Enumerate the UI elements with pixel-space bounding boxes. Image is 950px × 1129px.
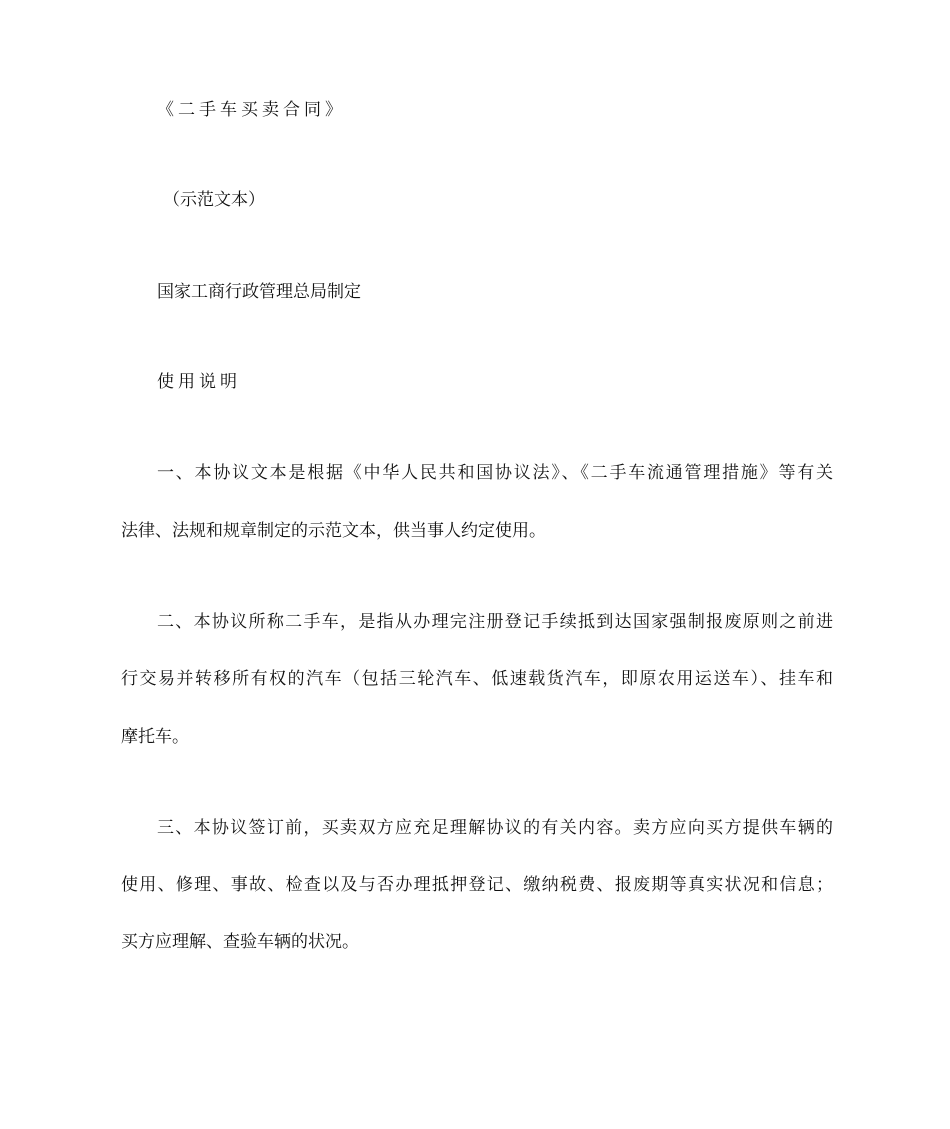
paragraph-2-line-3: 摩托车。 <box>121 727 189 747</box>
document-title: 《二手车买卖合同》 <box>157 100 346 120</box>
paragraph-1-line-1: 一、本协议文本是根据《中华人民共和国协议法》、《二手车流通管理措施》等有关 <box>157 463 833 483</box>
paragraph-2-line-1: 二、本协议所称二手车，是指从办理完注册登记手续抵到达国家强制报废原则之前进 <box>157 612 833 632</box>
paragraph-2-line-2: 行交易并转移所有权的汽车（包括三轮汽车、低速载货汽车，即原农用运送车）、挂车和 <box>121 669 833 689</box>
paragraph-1-line-2: 法律、法规和规章制定的示范文本，供当事人约定使用。 <box>121 521 546 541</box>
document-issuer: 国家工商行政管理总局制定 <box>157 282 361 302</box>
section-heading: 使用说明 <box>157 372 241 392</box>
paragraph-3-line-1: 三、本协议签订前，买卖双方应充足理解协议的有关内容。卖方应向买方提供车辆的 <box>157 818 833 838</box>
document-subtitle: （示范文本） <box>163 190 265 210</box>
paragraph-3-line-3: 买方应理解、查验车辆的状况。 <box>121 932 359 952</box>
paragraph-3-line-2: 使用、修理、事故、检查以及与否办理抵押登记、缴纳税费、报废期等真实状况和信息； <box>121 875 833 895</box>
